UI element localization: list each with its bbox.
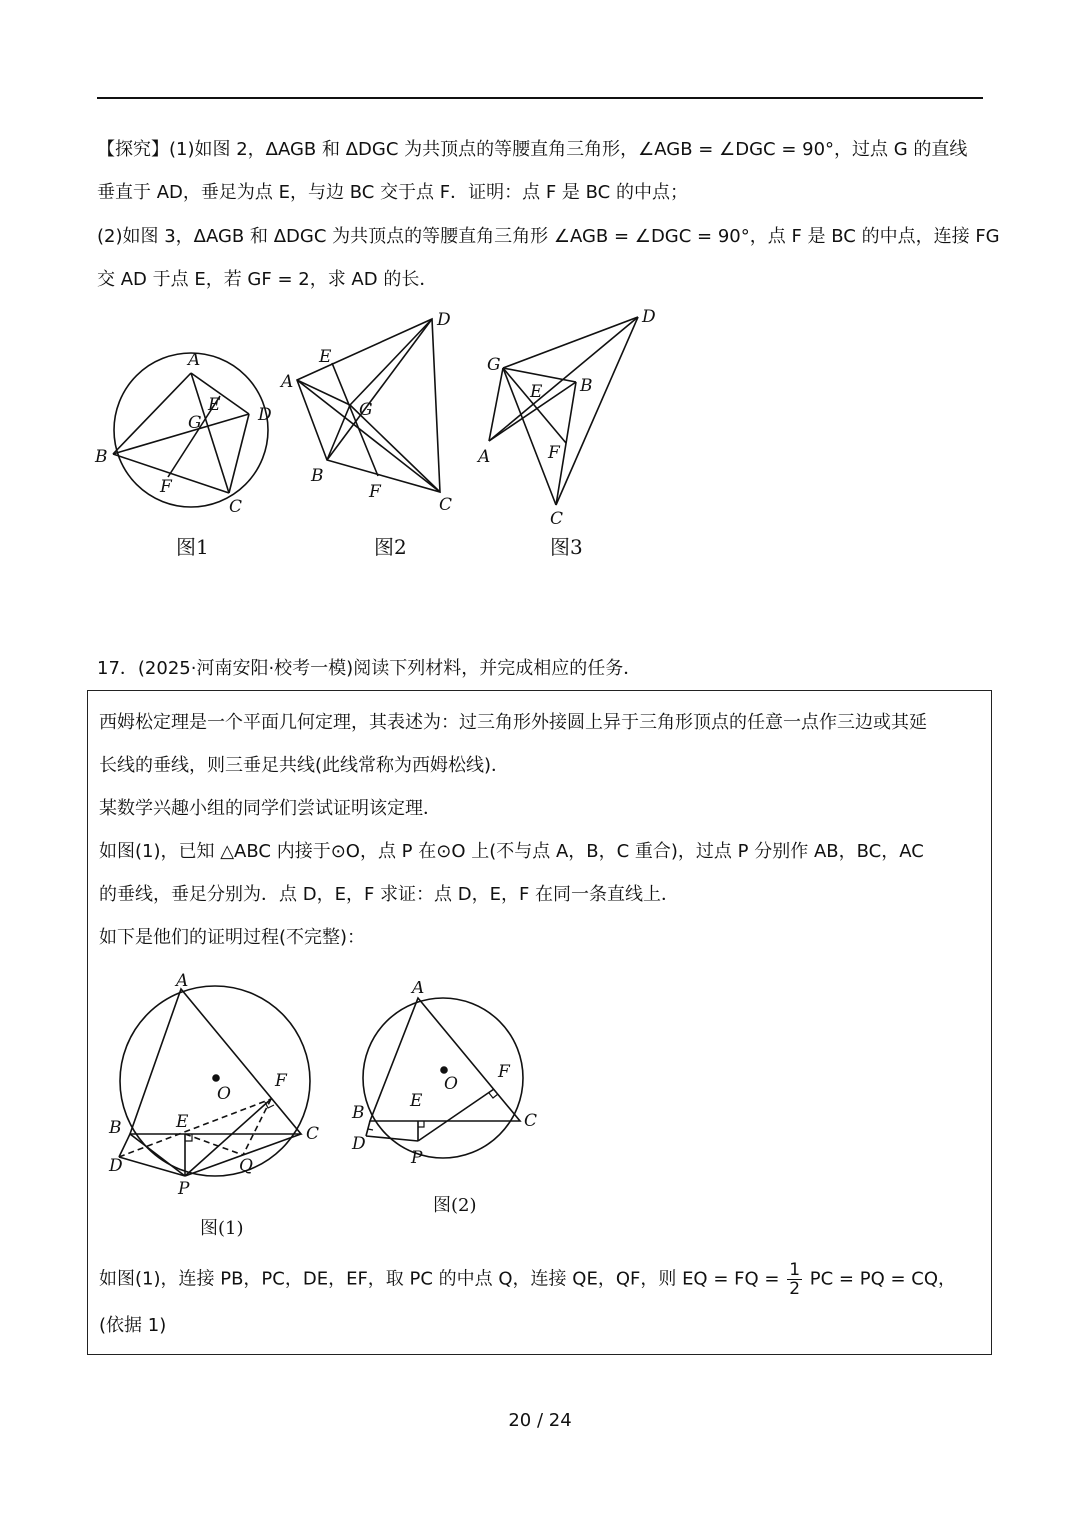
fig3-label-b: B (580, 376, 593, 396)
s2-label-o: O (444, 1074, 458, 1094)
fig3-caption: 图3 (550, 535, 583, 559)
s2-label-b: B (352, 1103, 365, 1123)
fig1-label-f: F (160, 477, 172, 497)
simson-figure-1 (103, 971, 333, 1206)
explore-line-2: 垂直于 AD，垂足为点 E，与边 BC 交于点 F．证明：点 F 是 BC 的中点； (97, 182, 688, 203)
simson-fig2-caption: 图(2) (433, 1195, 477, 1216)
explore-line-4: 交 AD 于点 E，若 GF = 2，求 AD 的长． (97, 269, 438, 290)
s1-label-d: D (109, 1156, 123, 1176)
fig2-label-g: G (359, 400, 373, 420)
fig3-label-f: F (548, 443, 560, 463)
s1-label-a: A (176, 971, 189, 991)
fig3-label-g: G (487, 355, 501, 375)
box-line-5: 的垂线，垂足分别为．点 D，E，F 求证：点 D，E，F 在同一条直线上． (99, 884, 680, 905)
s1-label-p: P (178, 1179, 190, 1199)
simson-figure-2 (348, 981, 548, 1181)
s2-label-c: C (524, 1111, 538, 1131)
fig1-caption: 图1 (176, 535, 209, 559)
fig2-label-f: F (369, 482, 381, 502)
problem-17-heading: 17．(2025·河南安阳·校考一模)阅读下列材料，并完成相应的任务． (97, 658, 642, 679)
s1-label-b: B (109, 1118, 122, 1138)
box-line-3: 某数学兴趣小组的同学们尝试证明该定理． (99, 798, 441, 819)
s2-label-f: F (498, 1062, 510, 1082)
simson-fig1-caption: 图(1) (200, 1218, 244, 1239)
fig1-label-c: C (229, 497, 243, 517)
s2-label-d: D (352, 1134, 366, 1154)
box-line-4: 如图(1)，已知 △ABC 内接于⊙O，点 P 在⊙O 上(不与点 A，B，C 重合)，过点 P 分别作 AB，BC，AC (99, 841, 924, 862)
s1-label-o: O (217, 1084, 231, 1104)
box-line-6: 如下是他们的证明过程(不完整)： (99, 927, 366, 948)
s2-label-p: P (411, 1148, 423, 1168)
explore-line-3: (2)如图 3，ΔAGB 和 ΔDGC 为共顶点的等腰直角三角形 ∠AGB = ∠DGC = 90°，点 F 是 BC 的中点，连接 FG (97, 226, 1000, 247)
fig2-label-b: B (311, 466, 324, 486)
material-box (87, 690, 992, 1355)
fig2-label-c: C (439, 495, 453, 515)
s2-label-e: E (410, 1091, 423, 1111)
basis-line: (依据 1) (99, 1315, 167, 1336)
proof-text-before: 如图(1)，连接 PB，PC，DE，EF，取 PC 的中点 Q，连接 QE，QF，则 EQ = FQ = (99, 1268, 780, 1290)
fig1-label-a: A (188, 350, 201, 370)
fraction-numerator: 1 (789, 1260, 801, 1280)
s1-label-q: Q (239, 1156, 253, 1176)
header-rule (97, 97, 983, 99)
fig2-caption: 图2 (374, 535, 407, 559)
figure-2 (275, 305, 475, 520)
one-half-fraction (787, 1261, 802, 1298)
fig2-label-d: D (437, 310, 451, 330)
box-line-1: 西姆松定理是一个平面几何定理，其表述为：过三角形外接圆上异于三角形顶点的任意一点作三边或其延 (99, 712, 927, 733)
fig1-label-d: D (258, 405, 272, 425)
proof-text-after: PC = PQ = CQ， (809, 1268, 956, 1290)
fig1-label-b: B (95, 447, 108, 467)
fig1-label-g: G (188, 413, 202, 433)
s1-label-c: C (306, 1124, 320, 1144)
figure-1 (90, 340, 290, 520)
s1-label-e: E (176, 1112, 189, 1132)
page-number: 20 / 24 (508, 1410, 572, 1431)
fig3-label-a: A (478, 447, 491, 467)
explore-line-1: 【探究】(1)如图 2，ΔAGB 和 ΔDGC 为共顶点的等腰直角三角形，∠AGB = ∠DGC = 90°，过点 G 的直线 (97, 139, 968, 160)
fig1-label-e: E (208, 395, 221, 415)
fraction-denominator: 2 (789, 1279, 801, 1299)
box-line-2: 长线的垂线，则三垂足共线(此线常称为西姆松线)． (99, 755, 510, 776)
fig2-label-e: E (319, 347, 332, 367)
s2-label-a: A (412, 981, 425, 998)
fig3-label-d: D (642, 307, 656, 327)
proof-line (99, 1261, 956, 1298)
figure-3 (470, 300, 670, 530)
fig2-label-a: A (281, 372, 294, 392)
fig3-label-c: C (550, 509, 564, 529)
s1-label-f: F (275, 1071, 287, 1091)
fig3-label-e: E (530, 382, 543, 402)
